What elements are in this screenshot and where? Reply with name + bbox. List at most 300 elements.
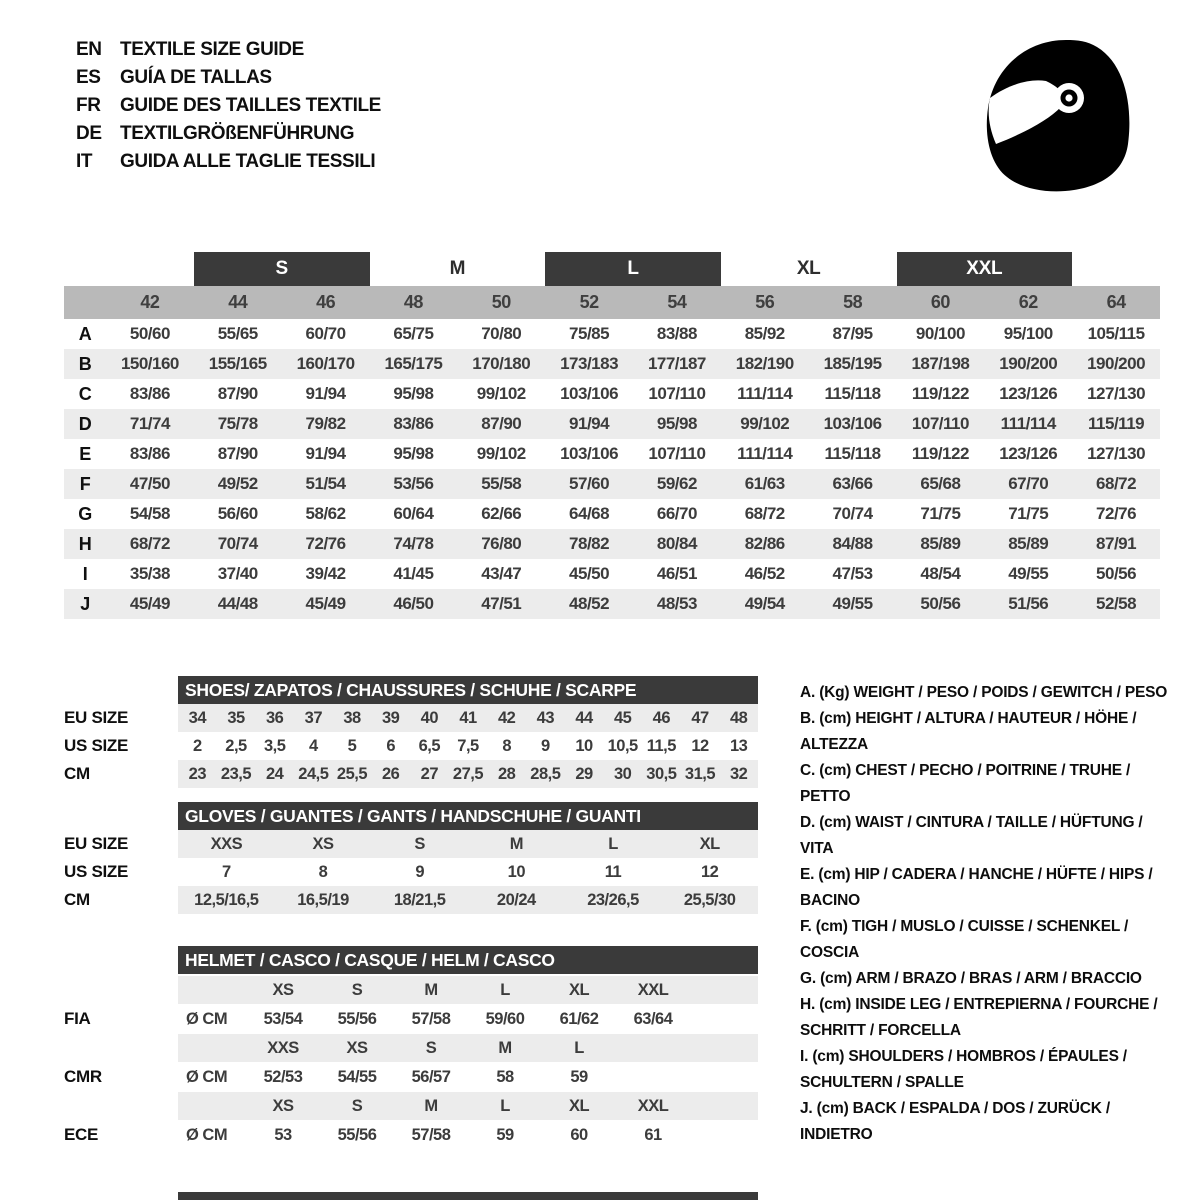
table-row — [64, 732, 758, 760]
helmet-size-label: S — [351, 1096, 363, 1115]
value-band — [178, 732, 758, 760]
helmet-size-label: XXL — [637, 980, 669, 999]
helmet-size-label: XL — [568, 1096, 590, 1115]
size-value: 43/47 — [481, 564, 522, 583]
size-value: 76/80 — [481, 534, 522, 553]
helmet-size-label: XL — [568, 980, 590, 999]
size-value: 82/86 — [744, 534, 785, 553]
size-value: 47/50 — [129, 474, 170, 493]
textile-size-table — [64, 252, 1160, 619]
measurement-legend — [800, 680, 1174, 1148]
size-value: 119/122 — [911, 384, 969, 403]
size-value: 115/118 — [824, 444, 881, 463]
filler — [690, 1034, 758, 1062]
size-value: 37/40 — [217, 564, 258, 583]
helmet-size-label: L — [500, 1096, 510, 1115]
filler — [690, 1004, 758, 1034]
size-value: 55/65 — [217, 324, 258, 343]
helmet-size-label: S — [351, 980, 363, 999]
row-label: CM — [64, 764, 90, 783]
value-band — [178, 1062, 758, 1092]
language-row — [76, 36, 381, 64]
shoes-rows — [64, 704, 758, 788]
cropped-section-bar — [178, 1192, 758, 1200]
size-column-header: 54 — [667, 292, 687, 312]
helmet-size-value: 61 — [644, 1125, 662, 1144]
helmet-size-label: M — [498, 1038, 512, 1057]
size-value: 91/94 — [569, 414, 610, 433]
size-value: 6 — [386, 736, 395, 755]
size-value: 190/200 — [999, 354, 1058, 373]
size-value: 51/56 — [1008, 594, 1049, 613]
size-column-header: 62 — [1018, 292, 1038, 312]
legend-item: G. (cm) ARM / BRAZO / BRAS / ARM / BRACCIO — [800, 970, 1142, 987]
size-value: XXS — [210, 834, 243, 853]
helmet-size-value: 61/62 — [559, 1009, 599, 1028]
shoes-table — [64, 676, 758, 788]
value-band — [178, 760, 758, 788]
size-value: 111/114 — [737, 384, 793, 403]
helmet-title-bar: HELMET / CASCO / CASQUE / HELM / CASCO — [178, 946, 758, 974]
size-value: 24,5 — [298, 764, 329, 783]
helmet-size-value — [616, 1062, 690, 1092]
legend-item: A. (Kg) WEIGHT / PESO / POIDS / GEWITCH / PESO — [800, 684, 1168, 701]
size-value: 160/170 — [296, 354, 355, 373]
corner-cell — [64, 286, 106, 319]
size-value: 119/122 — [911, 444, 969, 463]
size-value: 68/72 — [1096, 474, 1137, 493]
size-value: 58/62 — [305, 504, 346, 523]
legend-item: I. (cm) SHOULDERS / HOMBROS / ÉPAULES / SCHULTERN / SPALLE — [800, 1048, 1127, 1091]
size-column-header: 50 — [491, 292, 511, 312]
helmet-size-label: L — [574, 1038, 584, 1057]
size-value: 103/106 — [823, 414, 882, 433]
size-value: 63/66 — [832, 474, 873, 493]
size-value: 60/64 — [393, 504, 434, 523]
size-value: 40 — [420, 708, 438, 727]
size-value: 83/88 — [656, 324, 697, 343]
size-column-header: 56 — [755, 292, 775, 312]
size-value: XL — [699, 834, 720, 853]
value-band — [178, 830, 758, 858]
size-value: 99/102 — [740, 414, 790, 433]
size-value: 23/26,5 — [587, 890, 639, 909]
size-value: 45 — [613, 708, 632, 727]
row-label: US SIZE — [64, 862, 129, 881]
size-value: 8 — [318, 862, 328, 881]
helmet-size-label: XS — [272, 1096, 294, 1115]
table-row — [64, 704, 758, 732]
size-value: 51/54 — [305, 474, 346, 493]
helmet-size-label: XS — [346, 1038, 368, 1057]
helmet-size-value: 54/55 — [337, 1067, 377, 1086]
helmet-size-value: 58 — [496, 1067, 514, 1086]
helmet-size-band — [64, 1092, 758, 1120]
size-value: 25,5 — [336, 764, 368, 783]
helmet-size-label: XS — [272, 980, 294, 999]
size-value: 47 — [691, 708, 709, 727]
size-value: 47/51 — [481, 594, 522, 613]
size-value: 45/49 — [129, 594, 170, 613]
size-value: 105/115 — [1087, 324, 1145, 343]
size-value: 71/75 — [920, 504, 961, 523]
size-group-s: S — [194, 252, 370, 286]
size-value: 85/92 — [744, 324, 785, 343]
size-band — [178, 1092, 758, 1120]
size-column-header: 64 — [1106, 292, 1126, 312]
size-value: 27,5 — [452, 764, 484, 783]
size-group-xxl: XXL — [897, 252, 1073, 286]
size-value: 46/52 — [744, 564, 785, 583]
size-value: 28,5 — [530, 764, 561, 783]
row-label: A — [78, 323, 92, 344]
size-value: 34 — [188, 708, 206, 727]
helmet-size-value: 57/58 — [411, 1009, 451, 1028]
size-value: 39/42 — [305, 564, 346, 583]
size-value: 3,5 — [263, 736, 286, 755]
size-value: 95/98 — [393, 444, 434, 463]
row-label: D — [78, 413, 92, 434]
size-value: 170/180 — [472, 354, 531, 373]
size-value: S — [414, 834, 425, 853]
row-label — [64, 1034, 178, 1062]
row-label: E — [79, 443, 91, 464]
helmet-size-value: 55/56 — [337, 1125, 377, 1144]
helmet-table — [64, 946, 758, 1150]
helmet-value-row — [64, 1120, 758, 1150]
size-value: 44/48 — [217, 594, 258, 613]
size-value: 177/187 — [647, 354, 706, 373]
size-value: 187/198 — [911, 354, 970, 373]
size-value: 35 — [227, 708, 245, 727]
shoes-title-bar: SHOES/ ZAPATOS / CHAUSSURES / SCHUHE / SCARPE — [178, 676, 758, 704]
size-column-header: 42 — [140, 292, 160, 312]
size-value: 49/54 — [744, 594, 785, 613]
helmet-value-row — [64, 1004, 758, 1034]
size-value: 57/60 — [569, 474, 610, 493]
language-row — [76, 148, 381, 176]
standard-label: ECE — [64, 1125, 99, 1144]
size-value: 107/110 — [648, 444, 706, 463]
size-value: 5 — [347, 736, 357, 755]
helmet-size-value: 59/60 — [485, 1009, 525, 1028]
size-value: 68/72 — [744, 504, 785, 523]
size-value: 70/74 — [217, 534, 258, 553]
language-title-list — [76, 36, 381, 176]
size-value: 87/91 — [1096, 534, 1137, 553]
helmet-size-band — [64, 1034, 758, 1062]
size-value: XS — [312, 834, 334, 853]
size-value: 46 — [652, 708, 670, 727]
size-value: 28 — [497, 764, 516, 783]
size-value: 103/106 — [560, 384, 619, 403]
row-label: C — [78, 383, 92, 404]
size-value: 111/114 — [737, 444, 793, 463]
size-value: 52/58 — [1096, 594, 1137, 613]
size-value: 87/90 — [217, 444, 258, 463]
size-value: 91/94 — [305, 444, 346, 463]
gloves-title-bar: GLOVES / GUANTES / GANTS / HANDSCHUHE / GUANTI — [178, 802, 758, 830]
unit-spacer — [178, 1092, 246, 1120]
size-value: 9 — [415, 862, 424, 881]
size-value: 75/85 — [569, 324, 610, 343]
size-value: 10 — [507, 862, 525, 881]
size-value: 39 — [381, 708, 400, 727]
measurement-row — [64, 499, 1160, 529]
guide-title: TEXTILE SIZE GUIDE — [120, 39, 304, 60]
size-value: 42 — [497, 708, 516, 727]
size-value: 67/70 — [1008, 474, 1049, 493]
size-value: 44 — [575, 708, 593, 727]
size-value: 11 — [604, 862, 622, 881]
size-value: 79/82 — [305, 414, 346, 433]
size-value: 20/24 — [496, 890, 536, 909]
size-value: 99/102 — [476, 384, 526, 403]
measurement-row — [64, 379, 1160, 409]
size-value: 115/119 — [1088, 414, 1145, 433]
legend-item: H. (cm) INSIDE LEG / ENTREPIERNA / FOURCHE / SCHRITT / FORCELLA — [800, 996, 1158, 1039]
language-code: DE — [76, 123, 102, 144]
size-value: 65/75 — [393, 324, 434, 343]
measurement-row — [64, 559, 1160, 589]
helmet-size-value: 57/58 — [411, 1125, 451, 1144]
helmet-size-band — [64, 976, 758, 1004]
size-value: 46/51 — [656, 564, 697, 583]
filler — [690, 1120, 758, 1150]
helmet-size-value: 59 — [570, 1067, 588, 1086]
guide-title: GUIDA ALLE TAGLIE TESSILI — [120, 151, 376, 172]
size-value: 59/62 — [656, 474, 697, 493]
size-value: 70/80 — [481, 324, 522, 343]
row-label: G — [78, 503, 92, 524]
helmet-size-value: 56/57 — [411, 1067, 451, 1086]
table-row — [64, 858, 758, 886]
size-column-header: 58 — [843, 292, 863, 312]
size-value: 66/70 — [656, 504, 697, 523]
size-value: 12,5/16,5 — [194, 890, 259, 909]
size-value: 4 — [308, 736, 318, 755]
size-value: 50/56 — [920, 594, 961, 613]
standard-label: CMR — [64, 1067, 102, 1086]
size-value: 18/21,5 — [393, 890, 446, 909]
table-row — [64, 886, 758, 914]
size-value: 45/50 — [569, 564, 610, 583]
row-label: EU SIZE — [64, 708, 129, 727]
size-value: 48 — [729, 708, 748, 727]
legend-item: B. (cm) HEIGHT / ALTURA / HAUTEUR / HÖHE / ALTEZZA — [800, 710, 1137, 753]
row-label: F — [79, 473, 91, 494]
size-value: 49/55 — [832, 594, 873, 613]
size-value: 127/130 — [1087, 444, 1146, 463]
size-value: 78/82 — [569, 534, 610, 553]
size-value: 165/175 — [384, 354, 443, 373]
row-label: I — [82, 563, 88, 584]
legend-item: J. (cm) BACK / ESPALDA / DOS / ZURÜCK / INDIETRO — [800, 1100, 1110, 1143]
value-band — [178, 886, 758, 914]
row-label — [64, 976, 178, 1004]
size-band — [178, 1034, 758, 1062]
unit-spacer — [178, 1034, 246, 1062]
helmet-size-value: 59 — [496, 1125, 514, 1144]
size-value: 85/89 — [920, 534, 961, 553]
size-value: 173/183 — [560, 354, 619, 373]
value-band — [178, 1004, 758, 1034]
size-value: 30,5 — [646, 764, 677, 783]
racing-helmet-icon — [976, 36, 1142, 196]
size-value: 49/52 — [217, 474, 258, 493]
guide-title: GUÍA DE TALLAS — [120, 67, 272, 88]
measurement-rows — [64, 319, 1160, 619]
size-value: M — [509, 834, 523, 853]
size-value: 46/50 — [393, 594, 434, 613]
size-value: 6,5 — [418, 736, 441, 755]
size-value: 83/86 — [129, 444, 170, 463]
table-row — [64, 830, 758, 858]
size-value: 53/56 — [393, 474, 434, 493]
diameter-unit: Ø CM — [186, 1125, 228, 1144]
size-value: 83/86 — [129, 384, 170, 403]
size-value: 72/76 — [305, 534, 346, 553]
filler — [690, 1062, 758, 1092]
size-value: 87/95 — [832, 324, 873, 343]
row-label: J — [80, 593, 90, 614]
value-band — [178, 1120, 758, 1150]
size-value: 7,5 — [457, 736, 479, 755]
size-value: 54/58 — [129, 504, 170, 523]
size-value: 115/118 — [824, 384, 881, 403]
size-value: 41 — [459, 708, 477, 727]
size-value: 95/98 — [656, 414, 697, 433]
size-value: 107/110 — [911, 414, 969, 433]
row-label: B — [78, 353, 92, 374]
size-group-xl: XL — [796, 258, 821, 279]
helmet-size-value: 63/64 — [633, 1009, 673, 1028]
size-value: 38 — [343, 708, 361, 727]
size-value: 64/68 — [569, 504, 610, 523]
measurement-row — [64, 529, 1160, 559]
size-value: 48/52 — [569, 594, 610, 613]
size-value: 23,5 — [220, 764, 252, 783]
size-value: 150/160 — [120, 354, 179, 373]
unit-spacer — [178, 976, 246, 1004]
size-value: 24 — [265, 764, 284, 783]
table-row — [64, 760, 758, 788]
diameter-unit: Ø CM — [186, 1067, 228, 1086]
size-value: 37 — [304, 708, 322, 727]
row-label: US SIZE — [64, 736, 129, 755]
size-value: 87/90 — [217, 384, 258, 403]
measurement-row — [64, 319, 1160, 349]
size-value: 87/90 — [481, 414, 522, 433]
size-group-row — [64, 252, 1160, 286]
size-value: 29 — [575, 764, 593, 783]
value-band — [178, 704, 758, 732]
size-value: 12 — [691, 736, 709, 755]
size-value: 71/74 — [129, 414, 170, 433]
size-value: 185/195 — [823, 354, 882, 373]
helmet-size-value: 60 — [570, 1125, 588, 1144]
size-value: 32 — [729, 764, 748, 783]
size-value: 71/75 — [1008, 504, 1049, 523]
size-column-header: 44 — [228, 292, 248, 312]
size-value: 30 — [613, 764, 632, 783]
size-value: 123/126 — [999, 444, 1058, 463]
size-value: 99/102 — [476, 444, 526, 463]
filler — [690, 976, 758, 1004]
size-value: 12 — [700, 862, 719, 881]
row-label: EU SIZE — [64, 834, 129, 853]
helmet-size-value: 52/53 — [263, 1067, 303, 1086]
helmet-size-label: XXL — [637, 1096, 669, 1115]
size-value: 10 — [575, 736, 593, 755]
size-value: 50/56 — [1096, 564, 1137, 583]
size-value: 182/190 — [735, 354, 794, 373]
size-value: 11,5 — [646, 736, 676, 755]
language-row — [76, 64, 381, 92]
size-value: 107/110 — [648, 384, 706, 403]
size-value: 36 — [265, 708, 284, 727]
measurement-row — [64, 439, 1160, 469]
helmet-size-label: S — [425, 1038, 437, 1057]
size-value: 48/53 — [656, 594, 697, 613]
size-value: 95/98 — [393, 384, 434, 403]
size-value: 155/165 — [208, 354, 267, 373]
size-value: 127/130 — [1087, 384, 1146, 403]
size-value: 27 — [420, 764, 438, 783]
size-value: 2,5 — [225, 736, 247, 755]
size-value: 9 — [540, 736, 550, 755]
size-value: 2 — [192, 736, 202, 755]
size-column-header: 46 — [316, 292, 336, 312]
size-value: 111/114 — [1000, 414, 1056, 433]
size-value: 7 — [221, 862, 231, 881]
size-value: 85/89 — [1008, 534, 1049, 553]
size-value: 48/54 — [920, 564, 961, 583]
legend-item: F. (cm) TIGH / MUSLO / CUISSE / SCHENKEL / COSCIA — [800, 918, 1129, 961]
size-value: 74/78 — [393, 534, 434, 553]
legend-item: D. (cm) WAIST / CINTURA / TAILLE / HÜFTUNG / VITA — [800, 814, 1143, 857]
size-value: 50/60 — [129, 324, 170, 343]
size-value: L — [608, 834, 618, 853]
size-value: 90/100 — [915, 324, 965, 343]
helmet-size-label: M — [424, 980, 438, 999]
size-value: 45/49 — [305, 594, 346, 613]
size-value: 8 — [502, 736, 511, 755]
size-value: 26 — [381, 764, 400, 783]
row-label — [64, 1092, 178, 1120]
size-value: 123/126 — [999, 384, 1058, 403]
size-value: 103/106 — [560, 444, 619, 463]
helmet-size-value: 53 — [274, 1125, 292, 1144]
size-value: 65/68 — [920, 474, 961, 493]
size-value: 62/66 — [481, 504, 522, 523]
measurement-row — [64, 469, 1160, 499]
size-value: 95/100 — [1003, 324, 1053, 343]
helmet-size-label: L — [500, 980, 510, 999]
size-value: 75/78 — [217, 414, 258, 433]
size-value: 55/58 — [481, 474, 522, 493]
helmet-value-row — [64, 1062, 758, 1092]
standard-label: FIA — [64, 1009, 91, 1028]
size-value: 91/94 — [305, 384, 346, 403]
measurement-row — [64, 589, 1160, 619]
size-value: 80/84 — [656, 534, 697, 553]
size-column-header: 48 — [403, 292, 423, 312]
size-value: 72/76 — [1096, 504, 1137, 523]
size-value: 83/86 — [393, 414, 434, 433]
helmet-size-value: 53/54 — [263, 1009, 303, 1028]
size-band — [178, 976, 758, 1004]
